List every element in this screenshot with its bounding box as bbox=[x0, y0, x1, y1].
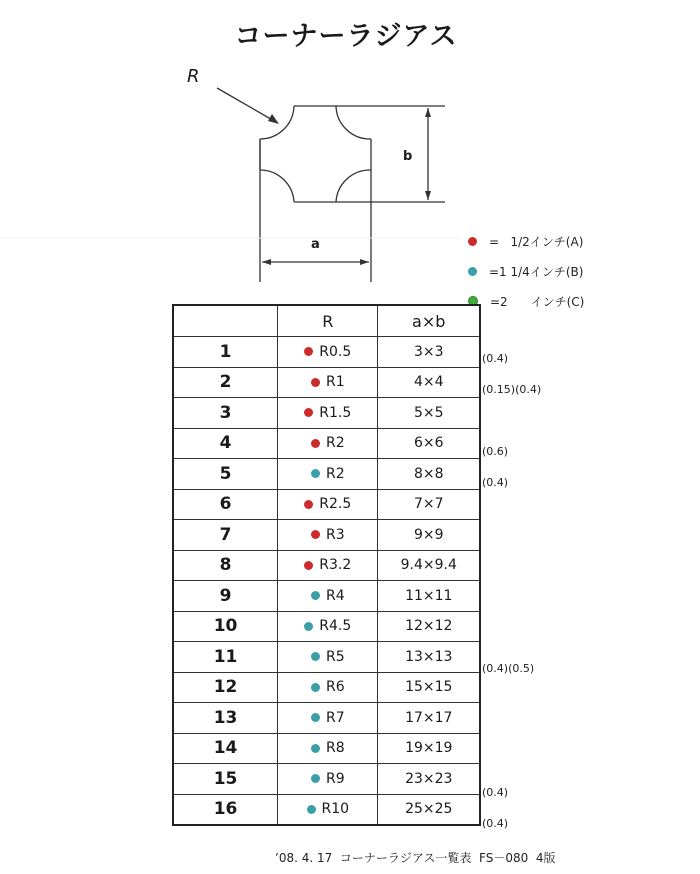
radius-value: R8 bbox=[325, 740, 345, 756]
legend bbox=[468, 226, 584, 316]
radius-value: R2.5 bbox=[319, 496, 352, 512]
radius-cell bbox=[278, 520, 378, 551]
radius-cell bbox=[278, 581, 378, 612]
radius-value: R4 bbox=[325, 587, 345, 604]
legend-label: =1 1/4インチ(B) bbox=[489, 264, 584, 279]
radius-value: R4.5 bbox=[319, 618, 352, 634]
red-dot-icon bbox=[311, 378, 320, 387]
table-row bbox=[173, 398, 480, 429]
row-number: 2 bbox=[173, 367, 278, 398]
legend-item-half-inch bbox=[468, 226, 584, 256]
page-title-text: コーナーラジアス bbox=[234, 21, 458, 52]
table-row bbox=[173, 459, 480, 490]
size-cell: 9×9 bbox=[378, 520, 480, 551]
row-number: 14 bbox=[173, 733, 278, 764]
size-cell: 6×6 bbox=[378, 428, 480, 459]
row-number: 16 bbox=[173, 794, 278, 825]
size-cell: 4×4 bbox=[378, 367, 480, 398]
teal-dot-icon bbox=[311, 652, 320, 661]
radius-cell bbox=[278, 733, 378, 764]
header-no bbox=[173, 305, 278, 337]
row-number: 4 bbox=[173, 428, 278, 459]
radius-cell bbox=[278, 459, 378, 490]
radius-value: R2 bbox=[325, 435, 345, 451]
radius-cell bbox=[278, 764, 378, 795]
radius-value: R3 bbox=[325, 526, 345, 543]
radius-value: R2 bbox=[325, 465, 345, 482]
document-footer: ’08. 4. 17 コーナーラジアス一覧表 FS－080 4版 bbox=[275, 851, 556, 865]
table-row bbox=[173, 581, 480, 612]
radius-cell bbox=[278, 367, 378, 398]
size-cell: 15×15 bbox=[378, 672, 480, 703]
red-dot-icon bbox=[304, 561, 313, 570]
teal-dot-icon bbox=[311, 683, 320, 692]
table-row bbox=[173, 611, 480, 642]
table-row bbox=[173, 642, 480, 673]
thickness-note: (0.4)(0.5) bbox=[482, 662, 535, 675]
teal-dot-icon bbox=[311, 713, 320, 722]
teal-dot-icon bbox=[304, 622, 313, 631]
radius-cell bbox=[278, 611, 378, 642]
row-number: 5 bbox=[173, 459, 278, 490]
size-cell: 8×8 bbox=[378, 459, 480, 490]
label-r: R bbox=[187, 66, 200, 87]
row-number: 1 bbox=[173, 337, 278, 368]
teal-dot-icon bbox=[311, 744, 320, 753]
radius-value: R10 bbox=[321, 801, 350, 817]
size-cell: 3×3 bbox=[378, 337, 480, 368]
table-row bbox=[173, 520, 480, 551]
table-row bbox=[173, 794, 480, 825]
red-dot-icon bbox=[311, 439, 320, 448]
radius-cell bbox=[278, 398, 378, 429]
table-row bbox=[173, 428, 480, 459]
radius-cell bbox=[278, 642, 378, 673]
label-b: b bbox=[403, 149, 413, 164]
table-row bbox=[173, 337, 480, 368]
size-cell: 7×7 bbox=[378, 489, 480, 520]
size-cell: 11×11 bbox=[378, 581, 480, 612]
radius-cell bbox=[278, 428, 378, 459]
size-cell: 19×19 bbox=[378, 733, 480, 764]
table-row bbox=[173, 764, 480, 795]
header-r: R bbox=[278, 305, 378, 337]
radius-cell bbox=[278, 550, 378, 581]
thickness-note: (0.4) bbox=[482, 786, 509, 799]
radius-value: R3.2 bbox=[319, 557, 352, 573]
radius-value: R6 bbox=[325, 679, 345, 695]
size-cell: 25×25 bbox=[378, 794, 480, 825]
radius-value: R0.5 bbox=[319, 343, 352, 360]
table-row bbox=[173, 703, 480, 734]
radius-cell bbox=[278, 337, 378, 368]
thickness-note: (0.6) bbox=[482, 445, 509, 458]
size-cell: 12×12 bbox=[378, 611, 480, 642]
table-row bbox=[173, 672, 480, 703]
size-cell: 5×5 bbox=[378, 398, 480, 429]
red-dot-icon bbox=[304, 347, 313, 356]
teal-dot-icon bbox=[311, 469, 320, 478]
row-number: 12 bbox=[173, 672, 278, 703]
radius-value: R9 bbox=[325, 770, 345, 787]
thickness-note: (0.4) bbox=[482, 817, 509, 830]
header-axb: a×b bbox=[378, 305, 480, 337]
teal-dot-icon bbox=[311, 774, 320, 783]
table-row bbox=[173, 367, 480, 398]
row-number: 11 bbox=[173, 642, 278, 673]
radius-value: R1 bbox=[325, 374, 345, 390]
size-cell: 13×13 bbox=[378, 642, 480, 673]
radius-value: R5 bbox=[325, 648, 345, 665]
legend-item-one-quarter-inch bbox=[468, 256, 584, 286]
red-dot-icon bbox=[468, 237, 477, 246]
red-dot-icon bbox=[311, 530, 320, 539]
radius-value: R7 bbox=[325, 709, 345, 726]
legend-label: = 1/2インチ(A) bbox=[489, 234, 584, 249]
corner-radius-diagram bbox=[0, 0, 700, 300]
row-number: 13 bbox=[173, 703, 278, 734]
table-header-row bbox=[173, 305, 480, 337]
row-number: 10 bbox=[173, 611, 278, 642]
thickness-note: (0.15)(0.4) bbox=[482, 383, 542, 396]
size-cell: 23×23 bbox=[378, 764, 480, 795]
radius-cell bbox=[278, 489, 378, 520]
thickness-note: (0.4) bbox=[482, 352, 509, 365]
row-number: 6 bbox=[173, 489, 278, 520]
red-dot-icon bbox=[304, 500, 313, 509]
radius-value: R1.5 bbox=[319, 404, 352, 421]
radius-cell bbox=[278, 794, 378, 825]
size-cell: 9.4×9.4 bbox=[378, 550, 480, 581]
label-a: a bbox=[311, 237, 320, 252]
row-number: 15 bbox=[173, 764, 278, 795]
table-row bbox=[173, 733, 480, 764]
row-number: 9 bbox=[173, 581, 278, 612]
teal-dot-icon bbox=[468, 267, 477, 276]
row-number: 7 bbox=[173, 520, 278, 551]
size-cell: 17×17 bbox=[378, 703, 480, 734]
thickness-note: (0.4) bbox=[482, 476, 509, 489]
row-number: 8 bbox=[173, 550, 278, 581]
table-row bbox=[173, 550, 480, 581]
radius-cell bbox=[278, 672, 378, 703]
row-number: 3 bbox=[173, 398, 278, 429]
legend-item-two-inch bbox=[468, 286, 584, 316]
legend-label: =2 インチ(C) bbox=[490, 294, 585, 309]
table-row bbox=[173, 489, 480, 520]
teal-dot-icon bbox=[311, 591, 320, 600]
corner-radius-table bbox=[172, 304, 481, 826]
red-dot-icon bbox=[304, 408, 313, 417]
radius-cell bbox=[278, 703, 378, 734]
teal-dot-icon bbox=[307, 805, 316, 814]
